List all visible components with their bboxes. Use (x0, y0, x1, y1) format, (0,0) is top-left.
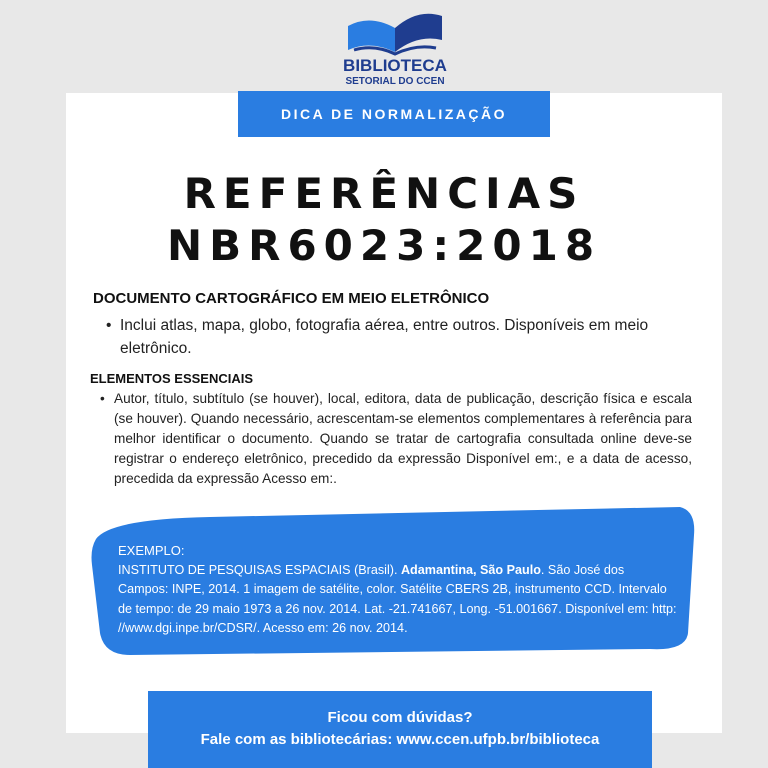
bullet-icon: • (100, 391, 105, 406)
logo-subtitle: SETORIAL DO CCEN (345, 76, 445, 87)
footer-banner (148, 691, 652, 768)
example-label: EXEMPLO: (118, 543, 185, 558)
footer-contact: Fale com as bibliotecárias: www.ccen.ufpb.br/biblioteca (200, 731, 600, 748)
example-text-part-1: INSTITUTO DE PESQUISAS ESPACIAIS (Brasil). (118, 562, 401, 577)
bullet-icon: • (106, 317, 112, 334)
section-1-bullet-text: Inclui atlas, mapa, globo, fotografia aérea, entre outros. Disponíveis em meio eletrônico. (120, 317, 649, 357)
footer-question: Ficou com dúvidas? (327, 709, 473, 726)
section-2-heading: ELEMENTOS ESSENCIAIS (90, 371, 254, 386)
tip-tag: DICA DE NORMALIZAÇÃO (238, 91, 550, 137)
page-title (0, 168, 768, 272)
example-box (118, 541, 678, 639)
title-line-2: NBR6023:2018 (166, 221, 602, 270)
open-book-icon (340, 8, 450, 58)
section-1-bullet (106, 314, 696, 360)
example-text-bold: Adamantina, São Paulo (400, 562, 541, 577)
section-2-bullet-text: Autor, título, subtítulo (se houver), local, editora, data de publicação, descrição física e escala (se houver). Quando necessário, acrescentam-se elementos complementares à referência para melhor identificar o documento. Quando se tratar de cartografia consultada online deve-se registrar o endereço eletrônico, precedido da expressão Disponível em:, e a data de acesso, precedida da expressão Acesso em:. (114, 391, 692, 486)
title-line-1: REFERÊNCIAS (183, 169, 585, 218)
library-logo (340, 8, 450, 92)
logo-title: BIBLIOTECA (343, 56, 447, 75)
example-text-part-2: . São José dos Campos: INPE, 2014. 1 imagem de satélite, color. Satélite CBERS 2B, instrumento CCD. Intervalo de tempo: de 29 maio 1973 a 26 nov. 2014. Lat. -21.741667, Long. -51.001667. Disponível em: http: //www.dgi.inpe.br/CDSR/. Acesso em: 26 nov. 2014. (118, 562, 677, 635)
section-2-bullet (100, 389, 692, 489)
section-1-heading: DOCUMENTO CARTOGRÁFICO EM MEIO ELETRÔNICO (93, 290, 490, 307)
